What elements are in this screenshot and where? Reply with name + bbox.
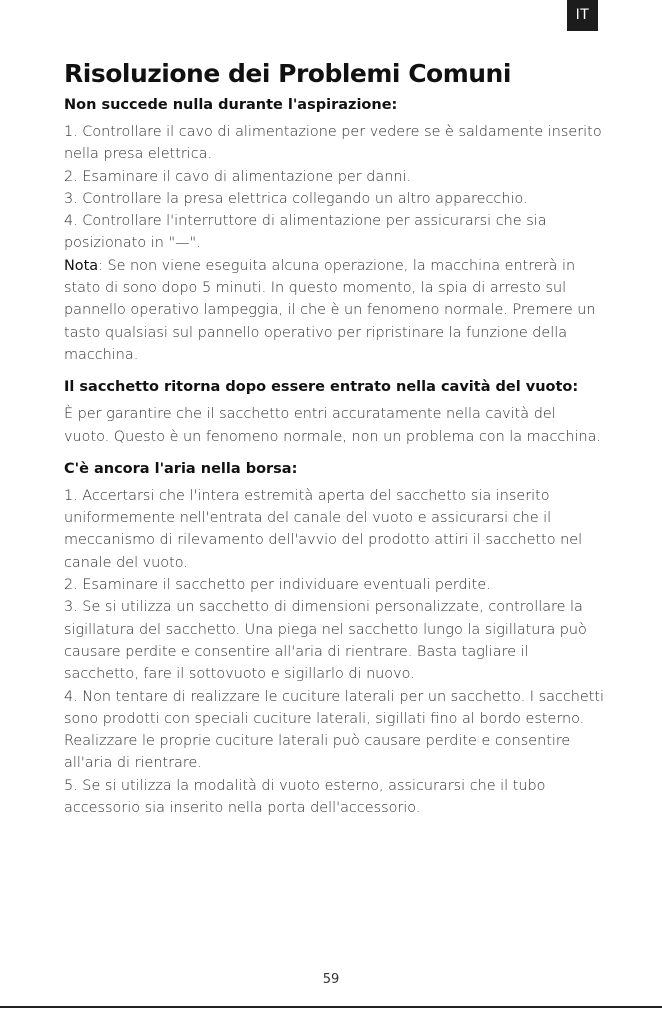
page-title: Risoluzione dei Problemi Comuni xyxy=(64,59,511,88)
section-heading: Il sacchetto ritorna dopo essere entrato nella cavità del vuoto: xyxy=(64,379,579,396)
note-text: : Se non viene eseguita alcuna operazione, la macchina entrerà in stato di sono dopo 5 minuti. In questo momento, la spia di arresto sul pannello operativo lampeggia, il che è un fenomeno normale. Premere un tasto qualsiasi sul pannello operativo per ripristinare la funzione della macchina. xyxy=(64,257,596,363)
section-bag-returns xyxy=(64,376,604,448)
note-label: Nota xyxy=(64,257,99,274)
page-content xyxy=(64,58,604,819)
paragraph: 4. Controllare l'interruttore di alimentazione per assicurarsi che sia posizionato in "—". xyxy=(64,213,547,252)
section-heading: C'è ancora l'aria nella borsa: xyxy=(64,460,298,477)
paragraph: 1. Controllare il cavo di alimentazione per vedere se è saldamente inserito nella presa elettrica. xyxy=(64,124,602,163)
paragraph: È per garantire che il sacchetto entri accuratamente nella cavità del vuoto. Questo è un fenomeno normale, non un problema con la macchina. xyxy=(64,406,601,445)
paragraph: 1. Accertarsi che l'intera estremità aperta del sacchetto sia inserito uniformemente nell'entrata del canale del vuoto e assicurarsi che il meccanismo di rilevamento dell'avvio del prodotto attiri il sacchetto nel canale del vuoto. xyxy=(64,487,583,571)
section-air-in-bag xyxy=(64,458,604,819)
section-heading: Non succede nulla durante l'aspirazione: xyxy=(64,97,398,113)
paragraph: 4. Non tentare di realizzare le cuciture laterali per un sacchetto. I sacchetti sono prodotti con speciali cuciture laterali, sigillati fino al bordo esterno. Realizzare le proprie cuciture laterali può causare perdite e consentire all'aria di rientrare. xyxy=(64,688,604,772)
page-number: 59 xyxy=(322,972,340,987)
paragraph: 2. Esaminare il cavo di alimentazione per danni. xyxy=(64,168,412,185)
paragraph: 5. Se si utilizza la modalità di vuoto esterno, assicurarsi che il tubo accessorio sia inserito nella porta dell'accessorio. xyxy=(64,777,546,817)
paragraph: 2. Esaminare il sacchetto per individuare eventuali perdite. xyxy=(64,577,491,594)
language-tab: IT xyxy=(567,0,598,31)
paragraph: 3. Controllare la presa elettrica collegando un altro apparecchio. xyxy=(64,190,528,207)
bottom-rule xyxy=(0,1006,662,1008)
paragraph: 3. Se si utilizza un sacchetto di dimensioni personalizzate, controllare la sigillatura del sacchetto. Una piega nel sacchetto lungo la sigillatura può causare perdite e consentire all'aria di rientrare. Basta tagliare il sacchetto, fare il sottovuoto e sigillarlo di nuovo. xyxy=(64,599,587,683)
note-paragraph xyxy=(64,255,604,366)
section-nothing-happens xyxy=(64,94,604,366)
